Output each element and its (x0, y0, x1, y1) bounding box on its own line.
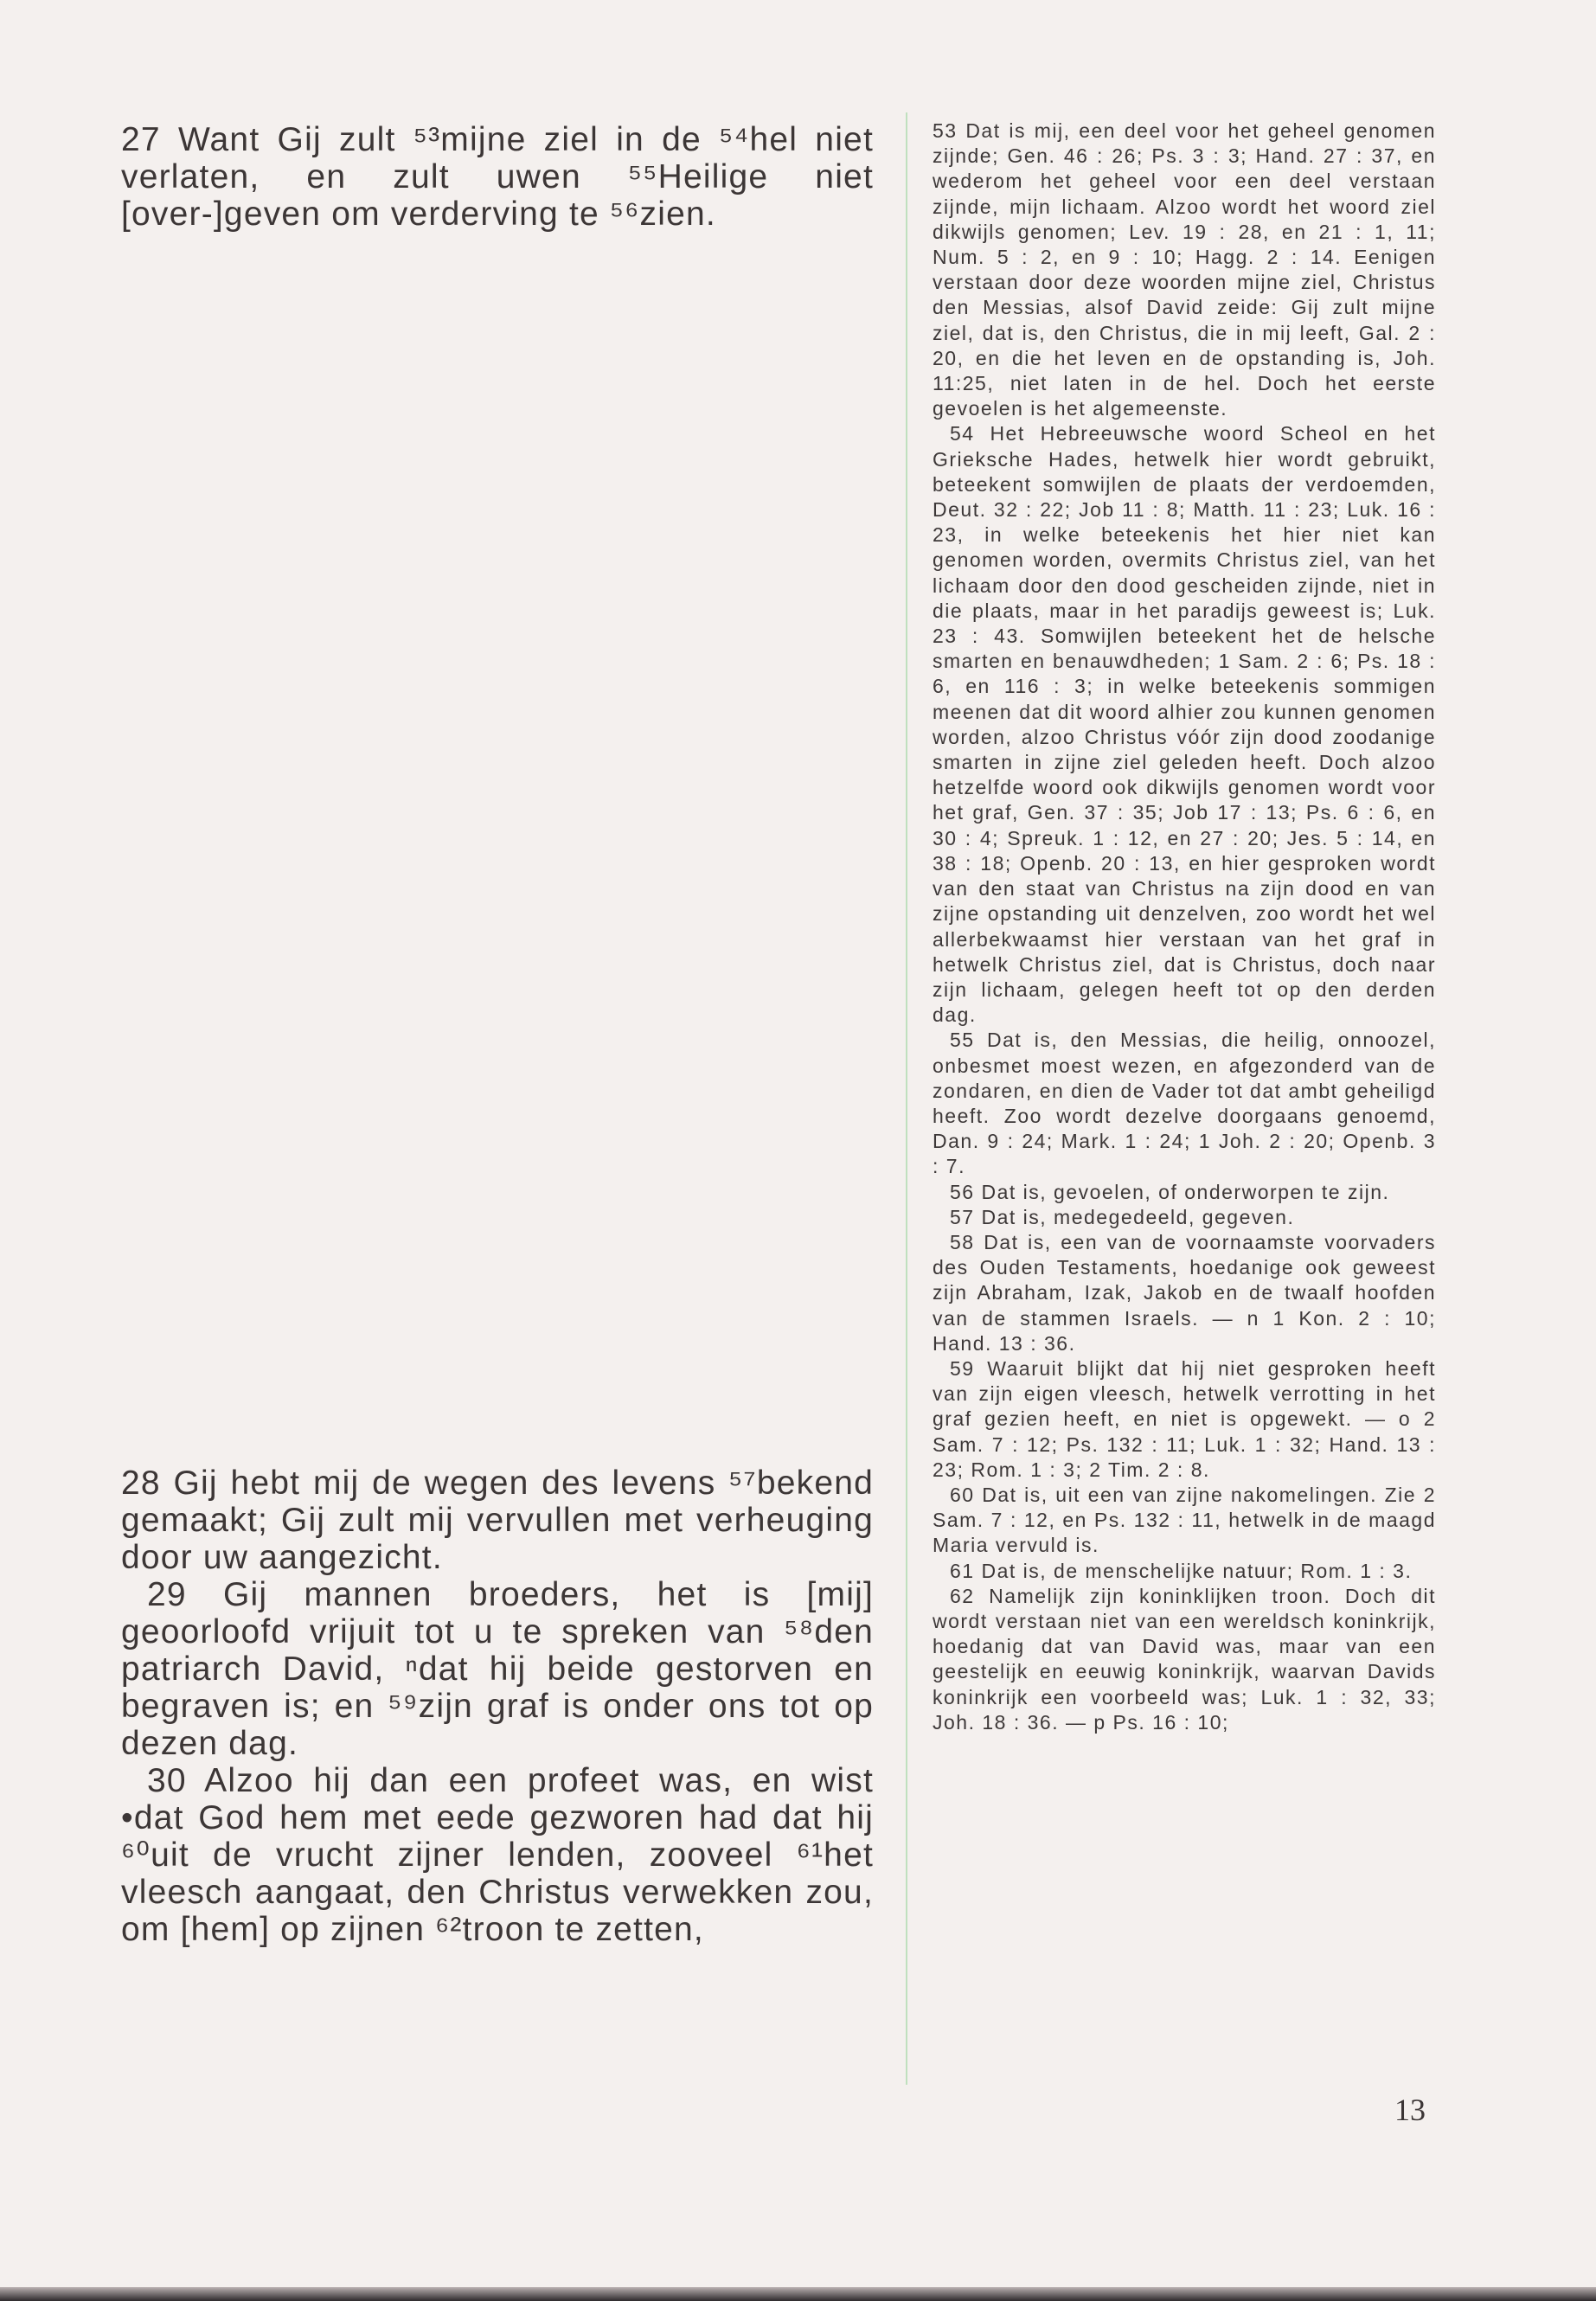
footnote-54: 54 Het Hebreeuwsche woord Scheol en het Grieksche Hades, hetwelk hier wordt gebruikt, beteekent somwijlen de plaats der verdoemden, Deut. 32 : 22; Job 11 : 8; Matth. 11 : 23; Luk. 16 : 23, in welke beteekenis het hier niet kan genomen worden, overmits Christus ziel, van het lichaam door den dood gescheiden zijnde, niet in die plaats, maar in het paradijs geweest is; Luk. 23 : 43. Somwijlen beteekent het de helsche smarten en benauwdheden; 1 Sam. 2 : 6; Ps. 18 : 6, en 116 : 3; in welke beteekenis sommigen meenen dat dit woord alhier zou kunnen genomen worden, alzoo Christus vóór zijn dood zoodanige smarten in zijne ziel geleden heeft. Doch alzoo hetzelfde woord ook dikwijls genomen wordt voor het graf, Gen. 37 : 35; Job 17 : 13; Ps. 6 : 6, en 30 : 4; Spreuk. 1 : 12, en 27 : 20; Jes. 5 : 14, en 38 : 18; Openb. 20 : 13, en hier gesproken wordt van den staat van Christus na zijn dood en van zijne opstanding uit denzelven, zoo wordt het wel allerbekwaamst hier verstaan van het graf in hetwelk Christus ziel, dat is Christus, doch naar zijn lichaam, gelegen heeft tot op den derden dag. (933, 422, 1436, 1027)
column-divider (906, 112, 907, 2085)
footnote-57: 57 Dat is, medegedeeld, gegeven. (950, 1205, 1295, 1228)
footnote-59: 59 Waaruit blijkt dat hij niet gesproken heeft van zijn eigen vleesch, hetwelk verrotting in het graf gezien heeft, en niet is opgewekt. — o 2 Sam. 7 : 12; Ps. 132 : 11; Luk. 1 : 32; Hand. 13 : 23; Rom. 1 : 3; 2 Tim. 2 : 8. (933, 1356, 1436, 1481)
footnote-62: 62 Namelijk zijn koninklijken troon. Doch dit wordt verstaan niet van een wereldsch koninkrijk, hoedanig dat van David was, maar van een geestelijk en eeuwig koninkrijk, waarvan Davids koninkrijk een voorbeeld was; Luk. 1 : 32, 33; Joh. 18 : 36. — p Ps. 16 : 10; (933, 1584, 1436, 1734)
verse-28: 28 Gij hebt mij de wegen des levens ⁵⁷bekend gemaakt; Gij zult mij vervullen met verheuging door uw aangezicht. (121, 1465, 874, 1576)
verse-27: 27 Want Gij zult ⁵³mijne ziel in de ⁵⁴hel niet verlaten, en zult uwen ⁵⁵Heilige niet [over-]geven om verderving te ⁵⁶zien. (121, 121, 874, 233)
footnotes-column (933, 119, 1436, 1735)
footnote-56: 56 Dat is, gevoelen, of onderworpen te zijn. (950, 1180, 1390, 1203)
verse-30: 30 Alzoo hij dan een profeet was, en wist •dat God hem met eede gezworen had dat hij ⁶⁰uit de vrucht zijner lenden, zooveel ⁶¹het vleesch aangaat, den Christus verwekken zou, om [hem] op zijnen ⁶²troon te zetten, (121, 1762, 874, 1948)
footnote-60: 60 Dat is, uit een van zijne nakomelingen. Zie 2 Sam. 7 : 12, en Ps. 132 : 11, hetwelk in de maagd Maria vervuld is. (933, 1483, 1436, 1557)
footnote-53: 53 Dat is mij, een deel voor het geheel genomen zijnde; Gen. 46 : 26; Ps. 3 : 3; Hand. 27 : 37, en wederom het geheel voor een deel verstaan zijnde, mijn lichaam. Alzoo wordt het woord ziel dikwijls genomen; Lev. 19 : 28, en 21 : 1, 11; Num. 5 : 2, en 9 : 10; Hagg. 2 : 14. Eenigen verstaan door deze woorden mijne ziel, Christus den Messias, alsof David zeide: Gij zult mijne ziel, dat is, den Christus, die in mij leeft, Gal. 2 : 20, en die het leven en de opstanding is, Joh. 11:25, niet laten in de hel. Doch het eerste gevoelen is het algemeenste. (933, 119, 1436, 420)
footnote-61: 61 Dat is, de menschelijke natuur; Rom. 1 : 3. (950, 1559, 1413, 1582)
page-number: 13 (1394, 2093, 1426, 2127)
scan-edge (0, 2287, 1596, 2301)
verse-block-top (121, 121, 874, 233)
verse-29: 29 Gij mannen broeders, het is [mij] geoorloofd vrijuit tot u te spreken van ⁵⁸den patriarch David, ⁿdat hij beide gestorven en begraven is; en ⁵⁹zijn graf is onder ons tot op dezen dag. (121, 1576, 874, 1762)
footnote-55: 55 Dat is, den Messias, die heilig, onnoozel, onbesmet moest wezen, en afgezonderd van de zondaren, en dien de Vader tot dat ambt geheiligd heeft. Zoo wordt dezelve doorgaans genoemd, Dan. 9 : 24; Mark. 1 : 24; 1 Joh. 2 : 20; Openb. 3 : 7. (933, 1029, 1436, 1178)
footnote-58: 58 Dat is, een van de voornaamste voorvaders des Ouden Testaments, hoedanige ook geweest zijn Abraham, Izak, Jakob en de twaalf hoofden van de stammen Israels. — n 1 Kon. 2 : 10; Hand. 13 : 36. (933, 1230, 1436, 1355)
verse-block-bottom (121, 1465, 874, 1948)
